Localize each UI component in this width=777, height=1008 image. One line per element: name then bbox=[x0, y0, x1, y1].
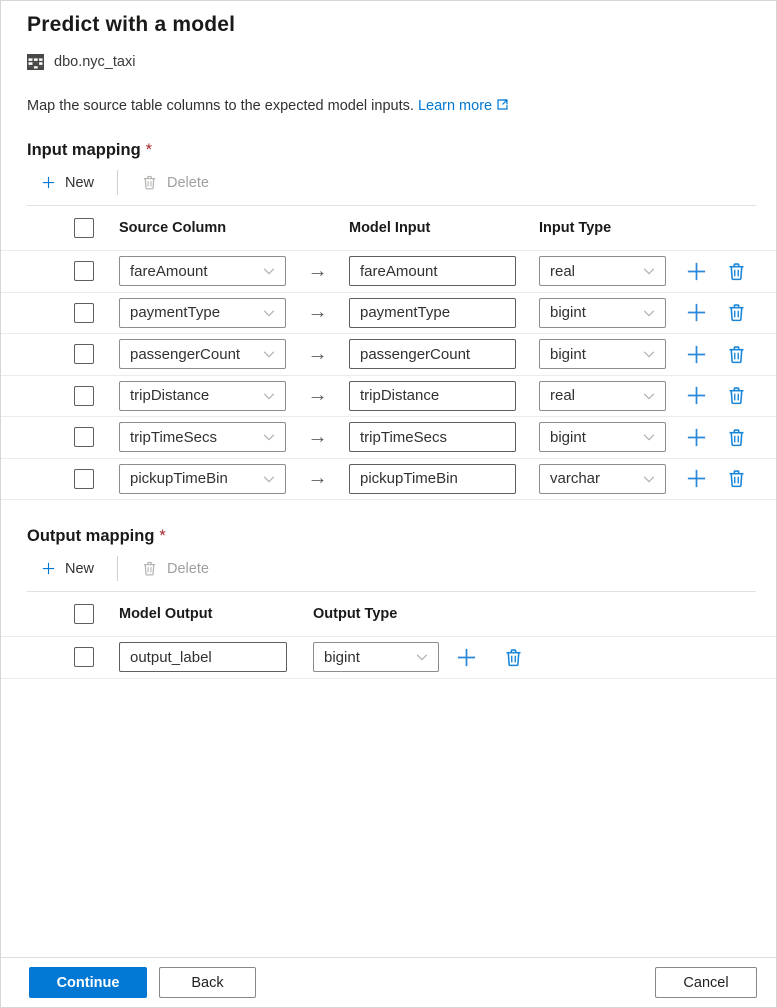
trash-icon bbox=[726, 344, 747, 365]
source-column-dropdown[interactable] bbox=[119, 464, 286, 494]
source-column-dropdown[interactable] bbox=[119, 256, 286, 286]
row-checkbox[interactable] bbox=[74, 469, 94, 489]
trash-icon bbox=[726, 385, 747, 406]
input-type-dropdown[interactable] bbox=[539, 381, 666, 411]
new-button-label: New bbox=[65, 560, 95, 577]
row-checkbox[interactable] bbox=[74, 647, 94, 667]
input-mapping-row bbox=[1, 459, 776, 501]
row-checkbox[interactable] bbox=[74, 386, 94, 406]
delete-row-button[interactable] bbox=[724, 258, 748, 284]
source-column-value: pickupTimeBin bbox=[130, 470, 228, 488]
delete-row-button[interactable] bbox=[501, 644, 525, 670]
model-input-field[interactable] bbox=[349, 256, 516, 286]
cancel-button[interactable]: Cancel bbox=[655, 967, 757, 998]
mapping-arrow-icon: → bbox=[307, 259, 328, 282]
mapping-arrow-icon: → bbox=[307, 384, 328, 407]
back-button[interactable]: Back bbox=[159, 967, 256, 998]
external-link-icon bbox=[496, 98, 509, 111]
source-table-entity bbox=[27, 54, 756, 70]
source-column-value: paymentType bbox=[130, 304, 221, 322]
model-input-value[interactable] bbox=[350, 299, 515, 327]
input-new-button[interactable] bbox=[41, 175, 94, 191]
model-input-value[interactable] bbox=[350, 257, 515, 285]
model-input-value[interactable] bbox=[350, 423, 515, 451]
chevron-down-icon bbox=[415, 650, 429, 664]
input-type-value: real bbox=[550, 262, 576, 280]
mapping-arrow-icon: → bbox=[307, 301, 328, 324]
plus-icon bbox=[685, 426, 708, 449]
mapping-arrow-icon: → bbox=[307, 342, 328, 365]
required-asterisk: * bbox=[159, 527, 166, 545]
output-mapping-table bbox=[1, 592, 776, 679]
input-mapping-label: Input mapping * bbox=[27, 141, 153, 159]
plus-icon bbox=[41, 561, 56, 576]
trash-icon bbox=[726, 302, 747, 323]
trash-icon bbox=[503, 647, 524, 668]
table-icon bbox=[27, 54, 44, 70]
page-title: Predict with a model bbox=[27, 13, 236, 36]
input-type-value: real bbox=[550, 387, 576, 405]
output-mapping-toolbar bbox=[27, 546, 756, 592]
output-type-value: bigint bbox=[324, 648, 360, 666]
chevron-down-icon bbox=[262, 389, 276, 403]
plus-icon bbox=[41, 175, 56, 190]
chevron-down-icon bbox=[642, 264, 656, 278]
input-table-header bbox=[1, 206, 776, 251]
col-header-output-type: Output Type bbox=[313, 606, 398, 622]
model-output-field[interactable] bbox=[119, 642, 287, 672]
model-input-field[interactable] bbox=[349, 339, 516, 369]
plus-icon bbox=[685, 467, 708, 490]
input-mapping-toolbar bbox=[27, 160, 756, 206]
chevron-down-icon bbox=[642, 306, 656, 320]
row-checkbox[interactable] bbox=[74, 344, 94, 364]
trash-icon bbox=[141, 560, 158, 577]
chevron-down-icon bbox=[262, 430, 276, 444]
description bbox=[27, 98, 756, 114]
panel-header bbox=[1, 13, 776, 160]
source-column-dropdown[interactable] bbox=[119, 339, 286, 369]
input-mapping-row bbox=[1, 251, 776, 293]
delete-button-label: Delete bbox=[167, 174, 209, 191]
delete-row-button[interactable] bbox=[724, 424, 748, 450]
mapping-arrow-icon: → bbox=[307, 425, 328, 448]
input-type-dropdown[interactable] bbox=[539, 422, 666, 452]
plus-icon bbox=[455, 646, 478, 669]
model-input-value[interactable] bbox=[350, 340, 515, 368]
input-mapping-row bbox=[1, 376, 776, 418]
select-all-checkbox[interactable] bbox=[74, 604, 94, 624]
input-type-dropdown[interactable] bbox=[539, 464, 666, 494]
delete-row-button[interactable] bbox=[724, 383, 748, 409]
input-mapping-row bbox=[1, 334, 776, 376]
add-row-button[interactable] bbox=[684, 258, 708, 284]
delete-row-button[interactable] bbox=[724, 466, 748, 492]
output-section-header bbox=[1, 527, 776, 546]
input-type-dropdown[interactable] bbox=[539, 298, 666, 328]
chevron-down-icon bbox=[262, 306, 276, 320]
delete-row-button[interactable] bbox=[724, 341, 748, 367]
add-row-button[interactable] bbox=[684, 300, 708, 326]
add-row-button[interactable] bbox=[684, 466, 708, 492]
row-checkbox[interactable] bbox=[74, 303, 94, 323]
required-asterisk: * bbox=[145, 141, 153, 159]
continue-button[interactable]: Continue bbox=[29, 967, 147, 998]
chevron-down-icon bbox=[642, 430, 656, 444]
trash-icon bbox=[726, 468, 747, 489]
delete-button-label: Delete bbox=[167, 560, 209, 577]
trash-icon bbox=[726, 261, 747, 282]
output-new-button[interactable] bbox=[41, 561, 94, 577]
delete-row-button[interactable] bbox=[724, 300, 748, 326]
add-row-button[interactable] bbox=[684, 383, 708, 409]
model-input-value[interactable] bbox=[350, 382, 515, 410]
trash-icon bbox=[141, 174, 158, 191]
output-delete-button[interactable] bbox=[141, 560, 209, 577]
input-type-dropdown[interactable] bbox=[539, 256, 666, 286]
trash-icon bbox=[726, 427, 747, 448]
col-header-model-output: Model Output bbox=[119, 606, 213, 622]
model-input-field[interactable] bbox=[349, 381, 516, 411]
output-mapping-row bbox=[1, 637, 776, 679]
col-header-input-type: Input Type bbox=[539, 220, 612, 236]
source-column-value: tripTimeSecs bbox=[130, 428, 217, 446]
source-column-value: passengerCount bbox=[130, 345, 241, 363]
input-mapping-table bbox=[1, 206, 776, 500]
add-row-button[interactable] bbox=[454, 644, 478, 670]
select-all-checkbox[interactable] bbox=[74, 218, 94, 238]
col-header-source-column: Source Column bbox=[119, 220, 227, 236]
chevron-down-icon bbox=[642, 472, 656, 486]
row-checkbox[interactable] bbox=[74, 427, 94, 447]
chevron-down-icon bbox=[262, 472, 276, 486]
description-text: Map the source table columns to the expected model inputs. bbox=[27, 98, 414, 114]
col-header-model-input: Model Input bbox=[349, 220, 431, 236]
input-type-value: varchar bbox=[550, 470, 601, 488]
learn-more-link[interactable]: Learn more bbox=[418, 98, 509, 114]
row-checkbox[interactable] bbox=[74, 261, 94, 281]
plus-icon bbox=[685, 301, 708, 324]
plus-icon bbox=[685, 343, 708, 366]
toolbar-divider bbox=[117, 170, 118, 195]
source-column-dropdown[interactable] bbox=[119, 422, 286, 452]
plus-icon bbox=[685, 260, 708, 283]
source-column-dropdown[interactable] bbox=[119, 381, 286, 411]
plus-icon bbox=[685, 384, 708, 407]
input-mapping-row bbox=[1, 417, 776, 459]
add-row-button[interactable] bbox=[684, 341, 708, 367]
add-row-button[interactable] bbox=[684, 424, 708, 450]
mapping-arrow-icon: → bbox=[307, 467, 328, 490]
input-delete-button[interactable] bbox=[141, 174, 209, 191]
input-type-value: bigint bbox=[550, 304, 586, 322]
new-button-label: New bbox=[65, 174, 95, 191]
source-column-value: fareAmount bbox=[130, 262, 208, 280]
toolbar-divider bbox=[117, 556, 118, 581]
model-output-value[interactable] bbox=[120, 643, 286, 671]
model-input-field[interactable] bbox=[349, 298, 516, 328]
source-column-value: tripDistance bbox=[130, 387, 210, 405]
chevron-down-icon bbox=[642, 347, 656, 361]
source-table-name: dbo.nyc_taxi bbox=[54, 54, 136, 70]
input-type-dropdown[interactable] bbox=[539, 339, 666, 369]
chevron-down-icon bbox=[262, 264, 276, 278]
model-input-value[interactable] bbox=[350, 465, 515, 493]
output-table-header bbox=[1, 592, 776, 637]
model-input-field[interactable] bbox=[349, 422, 516, 452]
input-type-value: bigint bbox=[550, 345, 586, 363]
source-column-dropdown[interactable] bbox=[119, 298, 286, 328]
footer bbox=[1, 957, 776, 1007]
chevron-down-icon bbox=[262, 347, 276, 361]
chevron-down-icon bbox=[642, 389, 656, 403]
input-mapping-row bbox=[1, 293, 776, 335]
model-input-field[interactable] bbox=[349, 464, 516, 494]
input-type-value: bigint bbox=[550, 428, 586, 446]
output-mapping-label: Output mapping * bbox=[27, 527, 166, 545]
output-type-dropdown[interactable] bbox=[313, 642, 439, 672]
